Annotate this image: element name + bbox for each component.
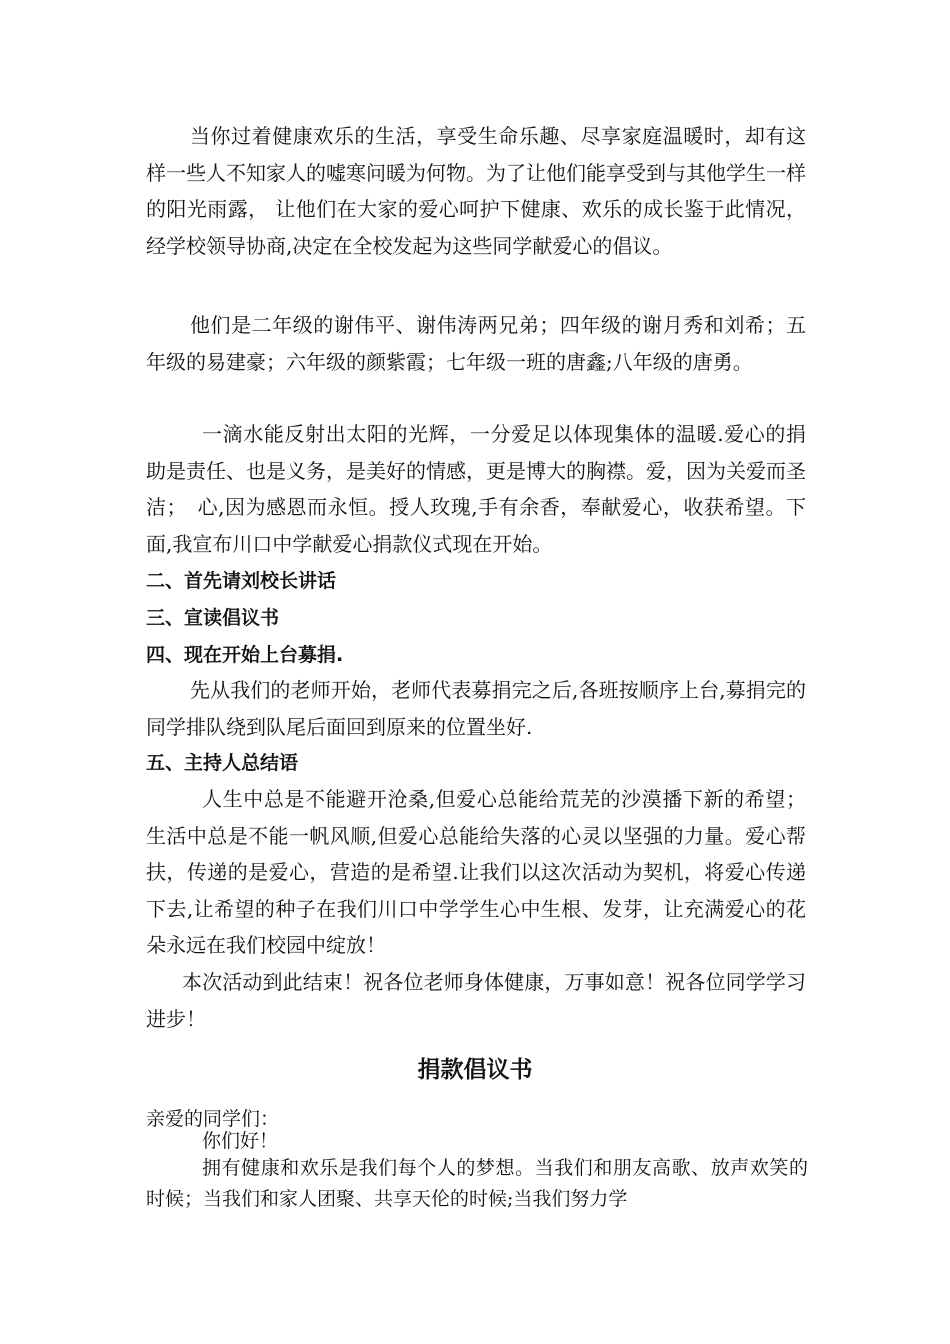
- section-heading-donation: 四、现在开始上台募捐.: [146, 644, 344, 666]
- paragraph-student-list: 他们是二年级的谢伟平、谢伟涛两兄弟；四年级的谢月秀和刘希；五年级的易建豪；六年级的颜紫霞；七年级一班的唐鑫;八年级的唐勇。: [146, 313, 806, 374]
- letter-title: 捐款倡议书: [417, 1057, 533, 1083]
- letter-body: 拥有健康和欢乐是我们每个人的梦想。当我们和朋友高歌、放声欢笑的时候；当我们和家人团聚、共享天伦的时候;当我们努力学: [146, 1157, 808, 1210]
- paragraph-closing: 本次活动到此结束！祝各位老师身体健康，万事如意！祝各位同学学习进步！: [146, 970, 806, 1031]
- letter-salutation: 亲爱的同学们：: [146, 1108, 280, 1130]
- section-heading-principal-speech: 二、首先请刘校长讲话: [146, 570, 337, 592]
- paragraph-summary: 人生中总是不能避开沧桑,但爱心总能给荒芜的沙漠播下新的希望；生活中总是不能一帆风顺,但爱心总能给失落的心灵以坚强的力量。爱心帮扶，传递的是爱心，营造的是希望.让我们以这次活动为契机，将爱心传递下去,让希望的种子在我们川口中学学生心中生根、发芽，让充满爱心的花朵永远在我们校园中绽放！: [146, 787, 806, 957]
- paragraph-donation-order: 先从我们的老师开始，老师代表募捐完之后,各班按顺序上台,募捐完的同学排队绕到队尾后面回到原来的位置坐好.: [146, 678, 806, 739]
- section-heading-read-proposal: 三、宣读倡议书: [146, 607, 280, 629]
- paragraph-opening-declaration: 一滴水能反射出太阳的光辉，一分爱足以体现集体的温暖.爱心的捐助是责任、也是义务，是美好的情感，更是博大的胸襟。爱，因为关爱而圣洁； 心,因为感恩而永恒。授人玫瑰,手有余香，奉献爱心，收获希望。下面,我宣布川口中学献爱心捐款仪式现在开始。: [146, 422, 806, 556]
- letter-greeting: 你们好！: [202, 1130, 279, 1152]
- section-heading-host-summary: 五、主持人总结语: [146, 752, 299, 774]
- paragraph-appeal-intro: 当你过着健康欢乐的生活，享受生命乐趣、尽享家庭温暖时，却有这样一些人不知家人的嘘寒问暖为何物。为了让他们能享受到与其他学生一样的阳光雨露， 让他们在大家的爱心呵护下健康、欢乐的成长鉴于此情况，经学校领导协商,决定在全校发起为这些同学献爱心的倡议。: [146, 124, 806, 258]
